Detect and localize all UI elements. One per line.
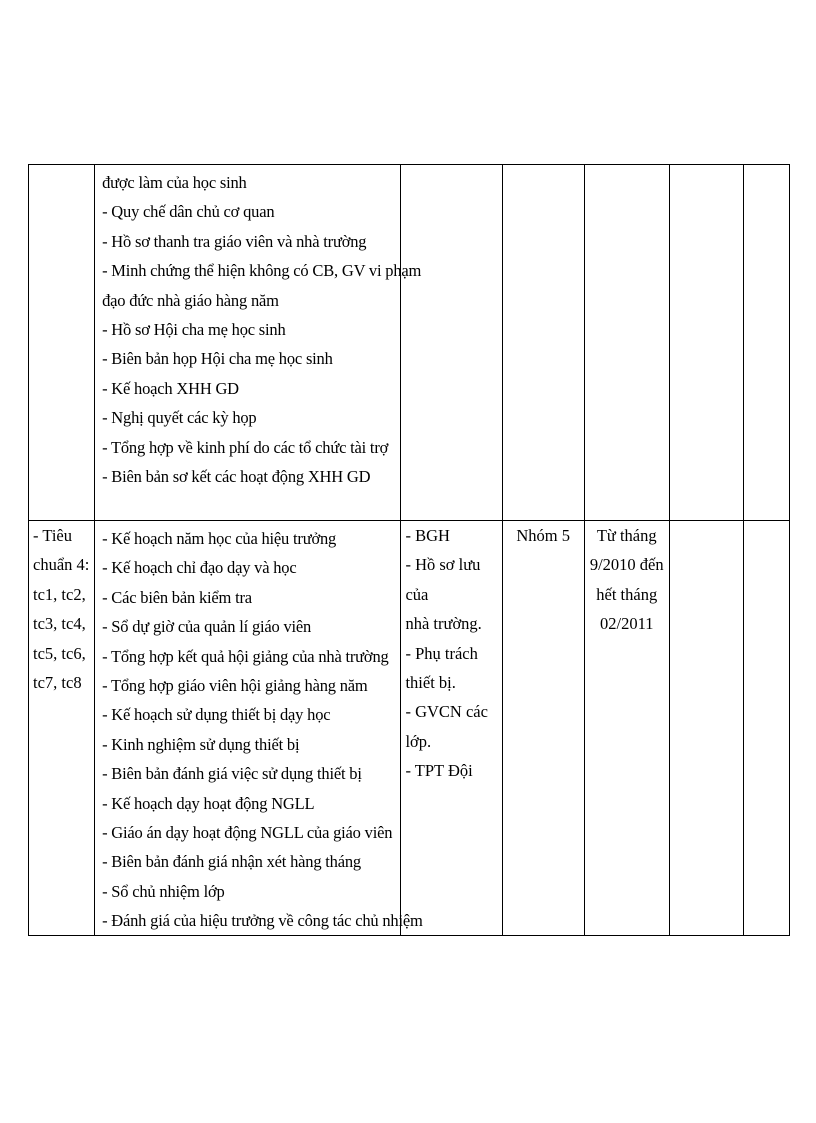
evidence-list: [95, 521, 423, 935]
list-item: - Hồ sơ Hội cha mẹ học sinh: [102, 319, 286, 339]
evidence-cell: [95, 521, 423, 936]
list-item: - Biên bản họp Hội cha mẹ học sinh: [102, 349, 333, 369]
extra-cell: [743, 521, 789, 936]
list-item: - Tổng hợp kết quả hội giảng của nhà trường: [102, 646, 389, 666]
responsible-list: - BGH - Hồ sơ lưu của nhà trường. - Phụ trách thiết bị. - GVCN các lớp. - TPT Đội: [405, 526, 488, 781]
list-item: đạo đức nhà giáo hàng năm: [102, 290, 279, 310]
list-item: - Các biên bản kiểm tra: [102, 587, 252, 607]
evidence-cell: [95, 165, 422, 521]
list-item: được làm của học sinh: [102, 173, 247, 192]
list-item: - Kế hoạch sử dụng thiết bị dạy học: [102, 705, 331, 725]
criteria-cell: [29, 521, 95, 936]
list-item: - Kế hoạch năm học của hiệu trưởng: [102, 529, 337, 548]
responsible-cell: [401, 521, 502, 936]
responsible-cell: [401, 165, 502, 521]
extra-cell: [669, 165, 743, 521]
extra-cell: [743, 165, 789, 521]
list-item: - Biên bản sơ kết các hoạt động XHH GD: [102, 466, 371, 486]
timeframe-cell: [584, 521, 669, 936]
list-item: - Tổng hợp giáo viên hội giảng hàng năm: [102, 675, 368, 695]
list-item: - Sổ chủ nhiệm lớp: [102, 881, 225, 901]
timeframe-text: Từ tháng 9/2010 đến hết tháng 02/2011: [589, 526, 664, 634]
list-item: - Hồ sơ thanh tra giáo viên và nhà trường: [102, 231, 367, 251]
list-item: - Kế hoạch dạy hoạt động NGLL: [102, 793, 315, 813]
list-item: - Kế hoạch XHH GD: [102, 378, 239, 398]
list-item: - Tổng hợp về kinh phí do các tổ chức tài trợ: [102, 437, 389, 457]
list-item: - Giáo án dạy hoạt động NGLL của giáo viên: [102, 822, 393, 842]
list-item: - Minh chứng thể hiện không có CB, GV vi phạm: [102, 261, 422, 281]
timeframe-cell: [584, 165, 669, 521]
table-row: [29, 165, 790, 521]
group-cell: [502, 521, 584, 936]
group-label: Nhóm 5: [516, 526, 570, 545]
criteria-cell: [29, 165, 95, 521]
list-item: - Kế hoạch chỉ đạo dạy và học: [102, 558, 297, 578]
list-item: - Quy chế dân chủ cơ quan: [102, 202, 275, 222]
group-cell: [502, 165, 584, 521]
evidence-table: [28, 164, 790, 936]
table-row: [29, 521, 790, 936]
list-item: - Đánh giá của hiệu trưởng về công tác chủ nhiệm: [102, 911, 423, 931]
list-item: - Biên bản đánh giá việc sử dụng thiết bị: [102, 764, 362, 784]
criteria-text: - Tiêu chuẩn 4: tc1, tc2, tc3, tc4, tc5, tc6, tc7, tc8: [33, 526, 90, 692]
list-item: - Sổ dự giờ của quản lí giáo viên: [102, 617, 312, 637]
list-item: - Nghị quyết các kỳ họp: [102, 408, 257, 428]
list-item: - Biên bản đánh giá nhận xét hàng tháng: [102, 852, 361, 872]
evidence-list: [95, 165, 422, 491]
list-item: - Kinh nghiệm sử dụng thiết bị: [102, 734, 300, 754]
extra-cell: [669, 521, 743, 936]
